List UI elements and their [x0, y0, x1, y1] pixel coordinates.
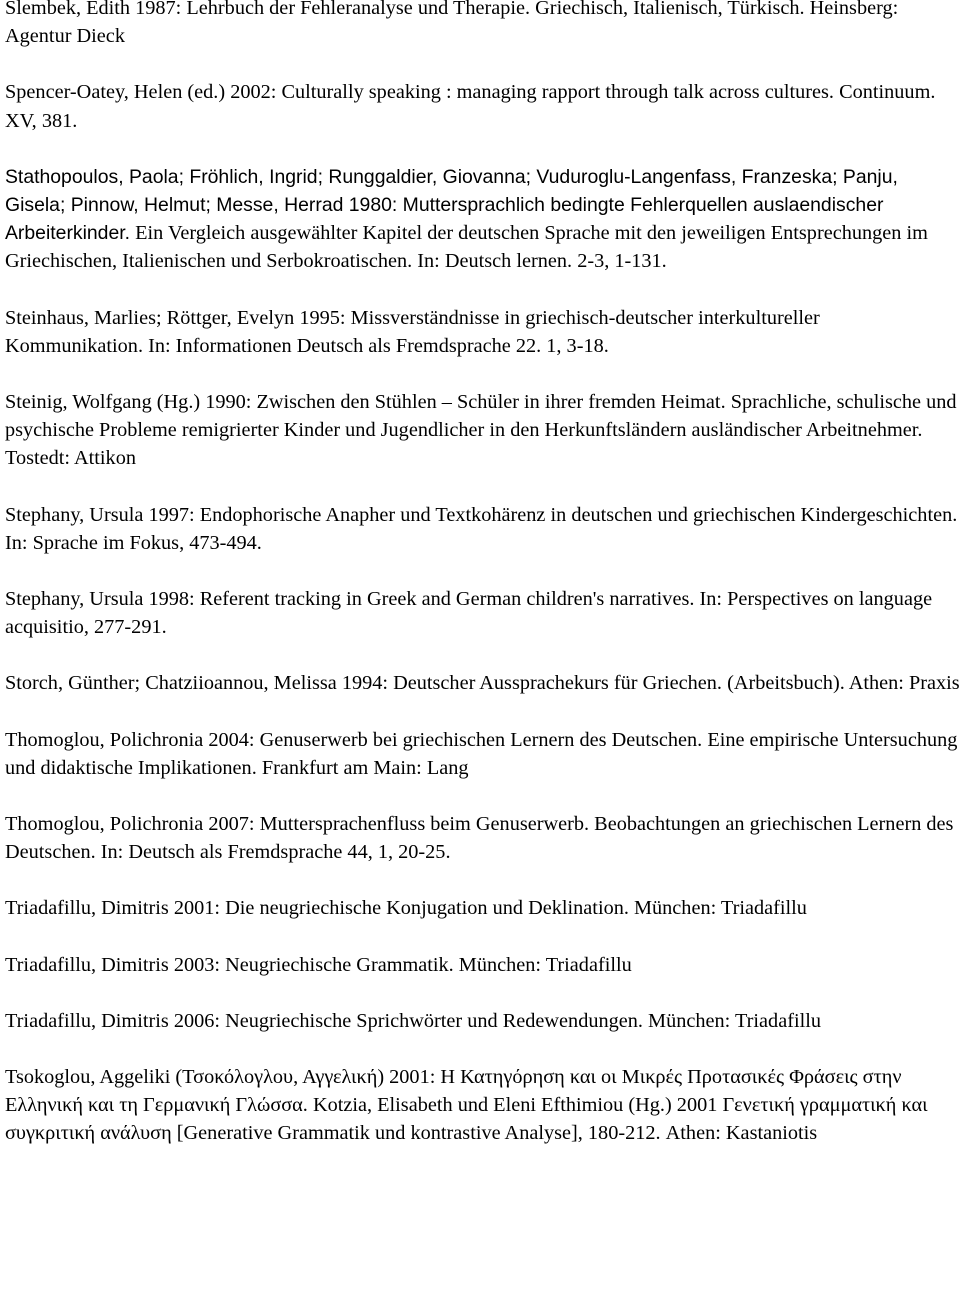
entry-text: Stathopoulos, Paola; Fröhlich, Ingrid; Runggaldier, Giovanna; Vuduroglu-Langenfass, Franzeska; Panju, Gisela; Pinnow, Helmut; Messe, Herrad 1980: Muttersprachlich bedingte Fehlerquellen auslaendischer Arbeiterkinder. [5, 165, 898, 245]
bibliography-page [5, 0, 960, 1176]
entry-text: Thomoglou, Polichronia 2007: Muttersprachenfluss beim Genuserwerb. Beobachtungen an griechischen Lernern des Deutschen. In: Deutsch als Fremdsprache 44, 1, 20-25. [5, 813, 954, 864]
entry-text: Tsokoglou, Aggeliki (Τσοκόλογλου, Αγγελική) 2001: Η Κατηγόρηση και οι Μικρές Προτασικές Φράσεις στην Ελληνική και τη Γερμανική Γλώσσα. Kotzia, Elisabeth und Eleni Efthimiou (Hg.) 2001 Γενετική γραμματική και συγκριτική ανάλυση [Generative Grammatik und kontrastive Analyse], 180-212. Athen: Kastaniotis [5, 1066, 928, 1145]
entry-text: Spencer-Oatey, Helen (ed.) 2002: Culturally speaking : managing rapport through talk across cultures. Continuum. XV, 381. [5, 81, 936, 132]
bibliography-entry [5, 0, 960, 50]
bibliography-entry [5, 810, 960, 866]
bibliography-entry [5, 585, 960, 641]
entry-text: Triadafillu, Dimitris 2001: Die neugriechische Konjugation und Deklination. München: Triadafillu [5, 897, 807, 920]
entry-text: Steinhaus, Marlies; Röttger, Evelyn 1995: Missverständnisse in griechisch-deutscher interkultureller Kommunikation. In: Informationen Deutsch als Fremdsprache 22. 1, 3-18. [5, 306, 820, 357]
bibliography-entry [5, 1007, 960, 1035]
entry-text: Ein Vergleich ausgewählter Kapitel der deutschen Sprache mit den jeweiligen Entsprechungen im Griechischen, Italienischen und Serbokroatischen. In: Deutsch lernen. 2-3, 1-131. [5, 222, 928, 273]
entry-text: Stephany, Ursula 1997: Endophorische Anapher und Textkohärenz in deutschen und griechischen Kindergeschichten. In: Sprache im Fokus, 473-494. [5, 503, 958, 554]
bibliography-entry [5, 894, 960, 922]
bibliography-entry [5, 388, 960, 473]
bibliography-entry [5, 78, 960, 134]
bibliography-entry [5, 304, 960, 360]
entry-text: Steinig, Wolfgang (Hg.) 1990: Zwischen den Stühlen – Schüler in ihrer fremden Heimat. Sprachliche, schulische und psychische Probleme remigrierter Kinder und Jugendlicher in den Herkunftsländern ausländischer Arbeitnehmer. Tostedt: Attikon [5, 391, 957, 470]
bibliography-entry [5, 1063, 960, 1148]
entry-text: Triadafillu, Dimitris 2006: Neugriechische Sprichwörter und Redewendungen. München: Triadafillu [5, 1009, 821, 1032]
bibliography-entry [5, 501, 960, 557]
bibliography-entry [5, 951, 960, 979]
bibliography-entry [5, 669, 960, 697]
entry-text: Slembek, Edith 1987: Lehrbuch der Fehleranalyse und Therapie. Griechisch, Italienisch, Türkisch. Heinsberg: Agentur Dieck [5, 0, 899, 48]
entry-text: Stephany, Ursula 1998: Referent tracking in Greek and German children's narratives. In: Perspectives on language acquisitio, 277-291. [5, 588, 933, 639]
bibliography-entry [5, 163, 960, 276]
entry-text: Triadafillu, Dimitris 2003: Neugriechische Grammatik. München: Triadafillu [5, 953, 632, 976]
bibliography-entry [5, 726, 960, 782]
entry-text: Storch, Günther; Chatziioannou, Melissa 1994: Deutscher Aussprachekurs für Griechen. (Arbeitsbuch). Athen: Praxis [5, 672, 960, 695]
entry-text: Thomoglou, Polichronia 2004: Genuserwerb bei griechischen Lernern des Deutschen. Eine empirische Untersuchung und didaktische Implikationen. Frankfurt am Main: Lang [5, 728, 958, 779]
